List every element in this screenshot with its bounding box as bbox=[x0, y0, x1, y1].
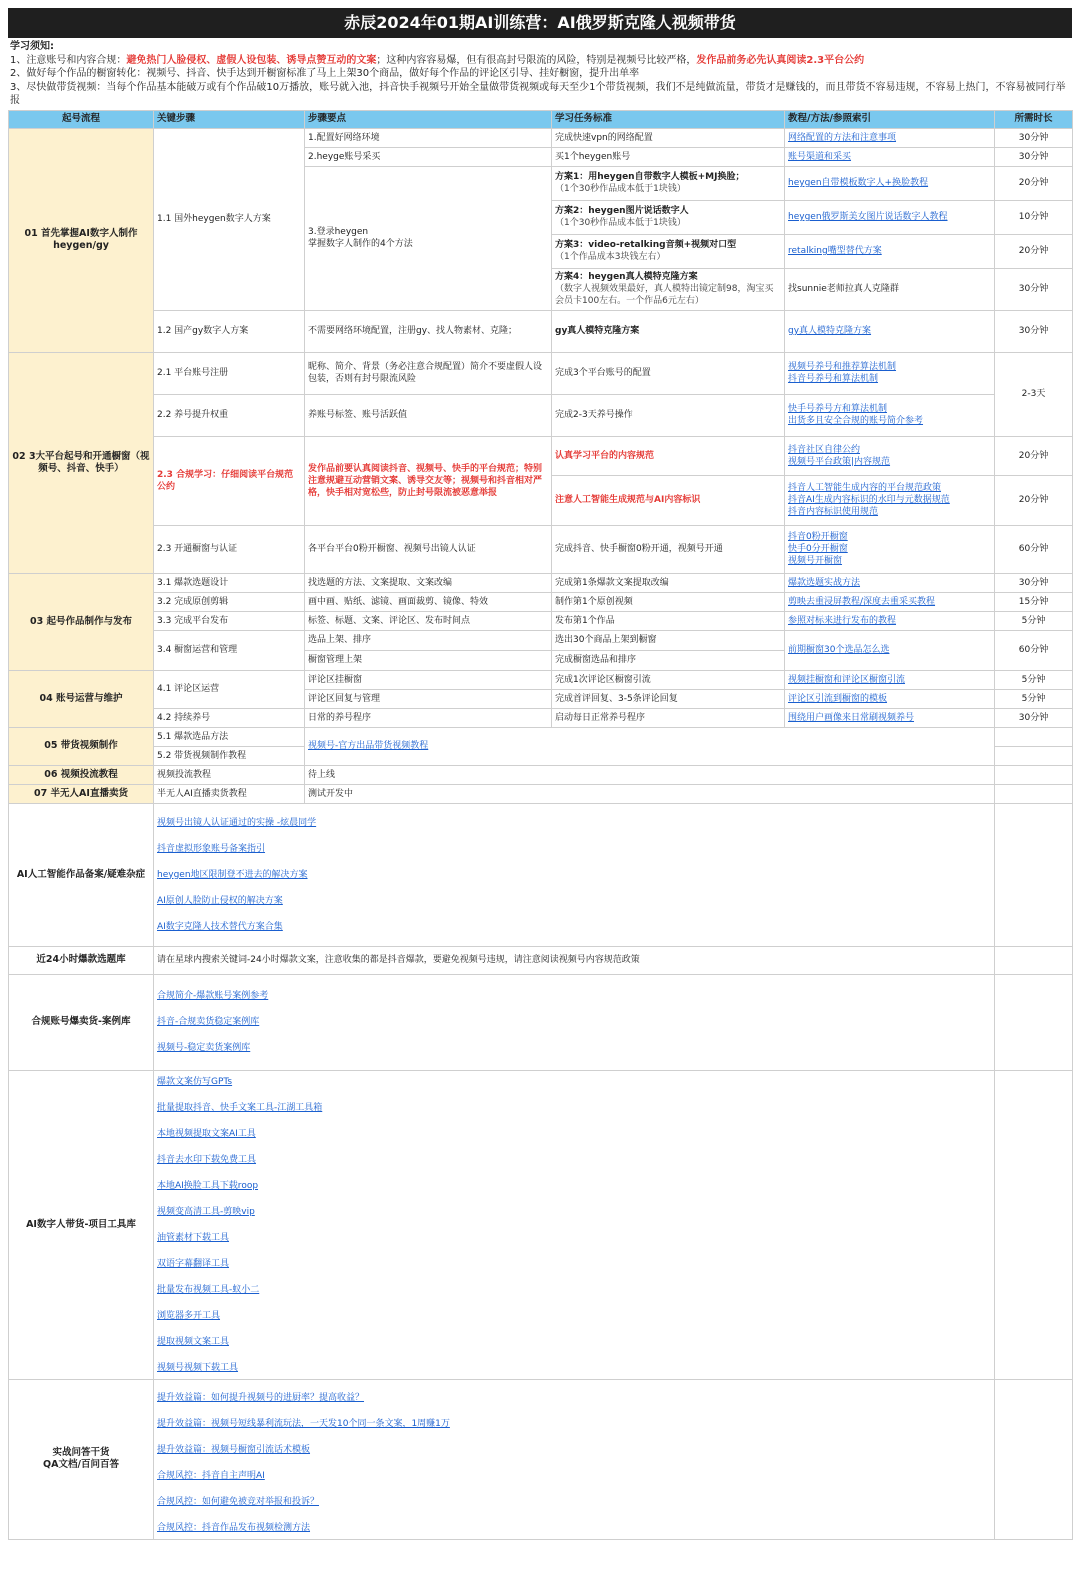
link-list bbox=[154, 1070, 995, 1379]
table-row bbox=[9, 670, 1073, 689]
stage-label: 实战问答干货 bbox=[52, 1447, 110, 1458]
reference-link[interactable]: 抖音号养号和算法机制 bbox=[788, 374, 879, 384]
standard-cell bbox=[552, 268, 785, 310]
duration-cell: 20分钟 bbox=[995, 166, 1073, 200]
points-cell: 画中画、贴纸、滤镜、画面裁剪、镜像、特效 bbox=[305, 592, 552, 611]
reference-link[interactable]: 抖音AI生成内容标识的水印与元数据规范 bbox=[788, 495, 950, 505]
stage-cell: 07 半无人AI直播卖货 bbox=[9, 784, 154, 803]
link-item[interactable]: 提升效益篇：视频号橱窗引流话术模板 bbox=[157, 1444, 311, 1455]
plan-title: 方案3：video-retalking音频+视频对口型 bbox=[555, 240, 737, 250]
link-item[interactable]: 合规风控：如何避免被竞对举报和投诉？ bbox=[157, 1496, 320, 1507]
stage-label-2: QA文档/百问百答 bbox=[43, 1459, 119, 1470]
link-item[interactable]: 抖音虚拟形象账号备案指引 bbox=[157, 843, 266, 854]
link-item[interactable]: 油管素材下载工具 bbox=[157, 1232, 230, 1243]
link-item[interactable]: 合规简介-爆款账号案例参考 bbox=[157, 991, 269, 1001]
link-item[interactable]: heygen地区限制登不进去的解决方案 bbox=[157, 869, 308, 880]
stage-cell: 01 首先掌握AI数字人制作heygen/gy bbox=[9, 128, 154, 352]
duration-cell: 30分钟 bbox=[995, 128, 1073, 147]
reference-link[interactable] bbox=[785, 310, 995, 352]
points-cell: 标签、标题、文案、评论区、发布时间点 bbox=[305, 611, 552, 630]
reference-link-text[interactable]: 账号渠道和采买 bbox=[788, 151, 852, 162]
reference-links bbox=[785, 352, 995, 394]
link-item[interactable]: 提升效益篇：视频号短线暴利流玩法，一天发10个同一条文案，1周赚1万 bbox=[157, 1418, 450, 1429]
plan-cost: （1个作品成本3块钱左右） bbox=[555, 252, 666, 262]
duration-cell: 20分钟 bbox=[995, 234, 1073, 268]
stage-cell: AI人工智能作品备案/疑难杂症 bbox=[9, 803, 154, 946]
reference-link[interactable] bbox=[785, 708, 995, 727]
reference-link[interactable] bbox=[785, 166, 995, 200]
step-cell: 3.3 完成平台发布 bbox=[154, 611, 305, 630]
step-cell: 2.3 合规学习：仔细阅读平台规范公约 bbox=[154, 436, 305, 525]
duration-cell bbox=[995, 974, 1073, 1070]
duration-cell bbox=[995, 746, 1073, 765]
reference-link[interactable]: 视频号开橱窗 bbox=[788, 556, 843, 566]
reference-link-text[interactable]: 网络配置的方法和注意事项 bbox=[788, 132, 897, 143]
link-list bbox=[154, 1379, 995, 1539]
points-cell: 评论区回复与管理 bbox=[305, 689, 552, 708]
standard-cell: 注意人工智能生成规范与AI内容标识 bbox=[552, 475, 785, 525]
duration-cell: 30分钟 bbox=[995, 147, 1073, 166]
note-1-warning-2: 发作品前务必先认真阅读2.3平台公约 bbox=[696, 54, 865, 66]
curriculum-table bbox=[8, 110, 1073, 1540]
reference-link-text[interactable]: 视频挂橱窗和评论区橱窗引流 bbox=[788, 674, 906, 685]
table-row bbox=[9, 310, 1073, 352]
reference-link[interactable]: 视频号养号和推荐算法机制 bbox=[788, 362, 897, 372]
col-step: 关键步骤 bbox=[154, 110, 305, 128]
standard-cell: 完成抖音、快手橱窗0粉开通，视频号开通 bbox=[552, 525, 785, 573]
reference-link[interactable]: 抖音0粉开橱窗 bbox=[788, 532, 848, 542]
reference-link[interactable]: 抖音内容标识使用规范 bbox=[788, 507, 879, 517]
duration-cell: 5分钟 bbox=[995, 670, 1073, 689]
table-row bbox=[9, 946, 1073, 974]
table-row bbox=[9, 525, 1073, 573]
duration-cell: 60分钟 bbox=[995, 525, 1073, 573]
reference-links bbox=[785, 436, 995, 475]
reference-link-text[interactable]: heygen俄罗斯美女图片说话数字人教程 bbox=[788, 212, 948, 222]
link-item[interactable]: 批量发布视频工具-蚁小二 bbox=[157, 1284, 260, 1295]
step-cell: 4.1 评论区运营 bbox=[154, 670, 305, 708]
page-title: 赤辰2024年01期AI训练营：AI俄罗斯克隆人视频带货 bbox=[8, 8, 1072, 38]
table-header bbox=[9, 110, 1073, 128]
standard-cell: 认真学习平台的内容规范 bbox=[552, 436, 785, 475]
link-item[interactable]: 合规风控：抖音作品发布视频检测方法 bbox=[157, 1522, 311, 1533]
duration-cell: 2-3天 bbox=[995, 352, 1073, 436]
duration-cell: 15分钟 bbox=[995, 592, 1073, 611]
stage-cell: 近24小时爆款选题库 bbox=[9, 946, 154, 974]
reference-link-text[interactable]: retalking嘴型替代方案 bbox=[788, 246, 882, 256]
step-cell: 1.1 国外heygen数字人方案 bbox=[154, 128, 305, 310]
points-cell: 不需要网络环境配置，注册gy、找人物素材、克隆； bbox=[305, 310, 552, 352]
reference-link[interactable] bbox=[785, 573, 995, 592]
step-cell: 2.2 养号提升权重 bbox=[154, 394, 305, 436]
points-cell: 养账号标签、账号活跃值 bbox=[305, 394, 552, 436]
link-item[interactable]: 抖音-合规卖货稳定案例库 bbox=[157, 1017, 260, 1027]
table-row bbox=[9, 592, 1073, 611]
standard-cell: 完成1次评论区橱窗引流 bbox=[552, 670, 785, 689]
notes-heading: 学习须知: bbox=[10, 41, 54, 52]
points-cell: 请在星球内搜索关键词-24小时爆款文案，注意收集的都是抖音爆款，要避免视频号违规，请注意阅读视频号内容规范政策 bbox=[154, 946, 995, 974]
duration-cell bbox=[995, 1379, 1073, 1539]
table-row bbox=[9, 128, 1073, 147]
table-row bbox=[9, 1070, 1073, 1379]
standard-cell bbox=[552, 166, 785, 200]
table-row bbox=[9, 784, 1073, 803]
link-item[interactable]: 抖音去水印下载免费工具 bbox=[157, 1154, 257, 1165]
points-cell: 昵称、简介、背景（务必注意合规配置）简介不要虚假人设包装，否则有封号限流风险 bbox=[305, 352, 552, 394]
plan-cost: （1个30秒作品成本低于1块钱） bbox=[555, 218, 686, 228]
plan-title: 方案4：heygen真人模特克隆方案 bbox=[555, 272, 698, 282]
step-cell: 4.2 持续养号 bbox=[154, 708, 305, 727]
col-duration: 所需时长 bbox=[995, 110, 1073, 128]
link-list bbox=[154, 974, 995, 1070]
link-item[interactable]: 视频号-稳定卖货案例库 bbox=[157, 1043, 251, 1053]
duration-cell: 30分钟 bbox=[995, 268, 1073, 310]
reference-link-text[interactable]: heygen自带模板数字人+换脸教程 bbox=[788, 178, 929, 188]
stage-cell: 05 带货视频制作 bbox=[9, 727, 154, 765]
step-cell: 2.3 开通橱窗与认证 bbox=[154, 525, 305, 573]
table-row bbox=[9, 1379, 1073, 1539]
duration-cell bbox=[995, 1070, 1073, 1379]
standard-cell: 完成首评回复、3-5条评论回复 bbox=[552, 689, 785, 708]
col-standard: 学习任务标准 bbox=[552, 110, 785, 128]
points-cell: 橱窗管理上架 bbox=[305, 650, 552, 670]
standard-cell: 完成快速vpn的网络配置 bbox=[552, 128, 785, 147]
link-item[interactable]: AI数字克隆人技术替代方案合集 bbox=[157, 921, 283, 932]
standard-cell bbox=[552, 200, 785, 234]
reference-link-text[interactable]: 视频号-官方出品带货视频教程 bbox=[308, 741, 429, 751]
reference-link[interactable] bbox=[785, 128, 995, 147]
duration-cell: 20分钟 bbox=[995, 475, 1073, 525]
duration-cell bbox=[995, 946, 1073, 974]
reference-link[interactable] bbox=[785, 147, 995, 166]
col-reference: 教程/方法/参照索引 bbox=[785, 110, 995, 128]
duration-cell bbox=[995, 727, 1073, 746]
plan-cost: （1个30秒作品成本低于1块钱） bbox=[555, 184, 686, 194]
note-2: 2、做好每个作品的橱窗转化：视频号、抖音、快手达到开橱窗标准了马上上架30个商品，做好每个作品的评论区引导、挂好橱窗，提升出单率 bbox=[10, 68, 640, 79]
points-cell: 选品上架、排序 bbox=[305, 630, 552, 650]
table-row bbox=[9, 974, 1073, 1070]
standard-cell: 买1个heygen账号 bbox=[552, 147, 785, 166]
table-row bbox=[9, 803, 1073, 946]
reference-link[interactable] bbox=[785, 689, 995, 708]
standard-cell: 制作第1个原创视频 bbox=[552, 592, 785, 611]
study-notes bbox=[8, 38, 1072, 110]
duration-cell: 10分钟 bbox=[995, 200, 1073, 234]
link-item[interactable]: 提升效益篇：如何提升视频号的进厨率？提高收益？ bbox=[157, 1392, 365, 1403]
reference-link[interactable]: 出货多且安全合规的账号简介参考 bbox=[788, 416, 924, 426]
standard-cell: 选出30个商品上架到橱窗 bbox=[552, 630, 785, 650]
reference-link[interactable]: 快手号养号方和算法机制 bbox=[788, 404, 888, 414]
points-cell: 3.登录heygen 掌握数字人制作的4个方法 bbox=[305, 166, 552, 310]
reference-links bbox=[785, 475, 995, 525]
step-cell: 3.4 橱窗运营和管理 bbox=[154, 630, 305, 670]
step-cell: 1.2 国产gy数字人方案 bbox=[154, 310, 305, 352]
reference-link[interactable]: 抖音社区自律公约 bbox=[788, 444, 861, 455]
points-cell: 1.配置好网络环境 bbox=[305, 128, 552, 147]
note-1-text: 1、注意账号和内容合规： bbox=[10, 54, 127, 66]
standard-cell: 完成2-3天养号操作 bbox=[552, 394, 785, 436]
stage-cell: 02 3大平台起号和开通橱窗（视频号、抖音、快手） bbox=[9, 352, 154, 573]
points-cell: 日常的养号程序 bbox=[305, 708, 552, 727]
reference-cell: 找sunnie老师拉真人克隆群 bbox=[785, 268, 995, 310]
plan-cost: （数字人视频效果最好，真人模特出镜定制98，淘宝买会员卡100左右。一个作品6元左右） bbox=[555, 284, 774, 306]
reference-link[interactable]: 抖音人工智能生成内容的平台规范政策 bbox=[788, 483, 942, 493]
reference-link-text[interactable]: 前期橱窗30个选品怎么选 bbox=[788, 645, 890, 655]
reference-link[interactable] bbox=[785, 611, 995, 630]
link-item[interactable]: 本地视频提取文案AI工具 bbox=[157, 1128, 256, 1139]
plan-title: 方案2：heygen图片说话数字人 bbox=[555, 206, 689, 216]
reference-link-text[interactable]: 评论区引流到橱窗的模板 bbox=[788, 693, 888, 704]
points-cell: 2.heyge账号采买 bbox=[305, 147, 552, 166]
table-row bbox=[9, 765, 1073, 784]
link-item[interactable]: 视频号视频下载工具 bbox=[157, 1362, 239, 1373]
col-stage: 起号流程 bbox=[9, 110, 154, 128]
standard-cell: 发布第1个作品 bbox=[552, 611, 785, 630]
stage-cell: 06 视频投流教程 bbox=[9, 765, 154, 784]
reference-link[interactable] bbox=[785, 670, 995, 689]
duration-cell: 30分钟 bbox=[995, 708, 1073, 727]
reference-link[interactable]: 快手0分开橱窗 bbox=[788, 544, 848, 554]
duration-cell: 5分钟 bbox=[995, 611, 1073, 630]
duration-cell: 5分钟 bbox=[995, 689, 1073, 708]
reference-link-text[interactable]: 围绕用户画像来日常刷视频养号 bbox=[788, 712, 915, 723]
link-item[interactable]: 浏览器多开工具 bbox=[157, 1310, 221, 1321]
col-points: 步骤要点 bbox=[305, 110, 552, 128]
table-row bbox=[9, 436, 1073, 475]
points-cell: 发作品前要认真阅读抖音、视频号、快手的平台规范；特别注意规避互动营销文案、诱导交友等；视频号和抖音相对严格，快手相对宽松些，防止封号限流被恶意举报 bbox=[305, 436, 552, 525]
step-cell: 3.1 爆款选题设计 bbox=[154, 573, 305, 592]
duration-cell bbox=[995, 803, 1073, 946]
step-cell: 5.1 爆款选品方法 bbox=[154, 727, 305, 746]
table-row bbox=[9, 394, 1073, 436]
note-3: 3、尽快做带货视频：当每个作品基本能破万或有个作品破10万播放，账号就入池，抖音快手视频号开始全量做带货视频或每天至少1个带货视频，我们不是纯做流量，带货才是赚钱的，而且带货不容易违规，不容易上热门，不容易被同行举报 bbox=[10, 81, 1066, 106]
standard-cell bbox=[552, 234, 785, 268]
link-item[interactable]: 提取视频文案工具 bbox=[157, 1336, 230, 1347]
duration-cell bbox=[995, 765, 1073, 784]
table-row bbox=[9, 727, 1073, 746]
page bbox=[8, 8, 1072, 1540]
step-cell: 3.2 完成原创剪辑 bbox=[154, 592, 305, 611]
step-cell: 2.1 平台账号注册 bbox=[154, 352, 305, 394]
stage-cell: 合规账号爆卖货-案例库 bbox=[9, 974, 154, 1070]
duration-cell bbox=[995, 784, 1073, 803]
standard-cell: 完成橱窗选品和排序 bbox=[552, 650, 785, 670]
table-row bbox=[9, 611, 1073, 630]
points-cell: 测试开发中 bbox=[305, 784, 995, 803]
link-item[interactable]: 本地AI换脸工具下载roop bbox=[157, 1180, 259, 1191]
reference-link-text[interactable]: 爆款选题实战方法 bbox=[788, 577, 861, 588]
note-1-text-2: ；这种内容容易爆，但有很高封号限流的风险，特别是视频号比较严格， bbox=[376, 54, 697, 66]
duration-cell: 20分钟 bbox=[995, 436, 1073, 475]
link-item[interactable]: AI原创人脸防止侵权的解决方案 bbox=[157, 895, 283, 906]
link-item[interactable]: 双语字幕翻译工具 bbox=[157, 1258, 230, 1269]
reference-link-text[interactable]: 剪映去重浸屏教程/深度去重采买教程 bbox=[788, 596, 936, 607]
table-row bbox=[9, 573, 1073, 592]
link-item[interactable]: 合规风控：抖音自主声明AI bbox=[157, 1470, 265, 1481]
standard-cell: gy真人模特克隆方案 bbox=[552, 310, 785, 352]
stage-cell: 03 起号作品制作与发布 bbox=[9, 573, 154, 670]
reference-links bbox=[785, 394, 995, 436]
reference-links bbox=[785, 525, 995, 573]
note-1 bbox=[10, 54, 1070, 68]
step-cell: 半无人AI直播卖货教程 bbox=[154, 784, 305, 803]
reference-link-text[interactable]: 参照对标来进行发布的教程 bbox=[788, 615, 897, 626]
standard-cell: 完成3个平台账号的配置 bbox=[552, 352, 785, 394]
reference-link[interactable]: 视频号平台政策|内容规范 bbox=[788, 456, 891, 467]
link-item[interactable]: 视频号出镜人认证通过的实操 -炫晨同学 bbox=[157, 817, 317, 828]
points-cell: 待上线 bbox=[305, 765, 995, 784]
reference-link-text[interactable]: gy真人模特克隆方案 bbox=[788, 326, 872, 336]
duration-cell: 30分钟 bbox=[995, 310, 1073, 352]
plan-title: 方案1：用heygen自带数字人模板+MJ换脸； bbox=[555, 172, 745, 182]
link-item[interactable]: 爆款文案仿写GPTs bbox=[157, 1076, 233, 1087]
note-1-warning: 避免热门人脸侵权、虚假人设包装、诱导点赞互动的文案 bbox=[126, 54, 377, 66]
points-cell: 各平台平台0粉开橱窗、视频号出镜人认证 bbox=[305, 525, 552, 573]
reference-link[interactable] bbox=[785, 234, 995, 268]
table-row bbox=[9, 352, 1073, 394]
link-item[interactable]: 批量提取抖音、快手文案工具-江湖工具箱 bbox=[157, 1102, 323, 1113]
stage-cell bbox=[9, 1379, 154, 1539]
link-list bbox=[154, 803, 995, 946]
table-row bbox=[9, 630, 1073, 650]
link-item[interactable]: 视频变高清工具-剪映vip bbox=[157, 1206, 255, 1217]
points-cell: 找选题的方法、文案提取、文案改编 bbox=[305, 573, 552, 592]
points-cell: 评论区挂橱窗 bbox=[305, 670, 552, 689]
reference-link[interactable] bbox=[785, 630, 995, 670]
reference-link[interactable] bbox=[785, 592, 995, 611]
standard-cell: 完成第1条爆款文案提取改编 bbox=[552, 573, 785, 592]
step-cell: 5.2 带货视频制作教程 bbox=[154, 746, 305, 765]
stage-cell: 04 账号运营与维护 bbox=[9, 670, 154, 727]
reference-link[interactable] bbox=[785, 200, 995, 234]
duration-cell: 30分钟 bbox=[995, 573, 1073, 592]
duration-cell: 60分钟 bbox=[995, 630, 1073, 670]
stage-cell: AI数字人带货-项目工具库 bbox=[9, 1070, 154, 1379]
standard-cell: 启动每日正常养号程序 bbox=[552, 708, 785, 727]
step-cell: 视频投流教程 bbox=[154, 765, 305, 784]
table-row bbox=[9, 708, 1073, 727]
reference-link[interactable] bbox=[305, 727, 995, 765]
